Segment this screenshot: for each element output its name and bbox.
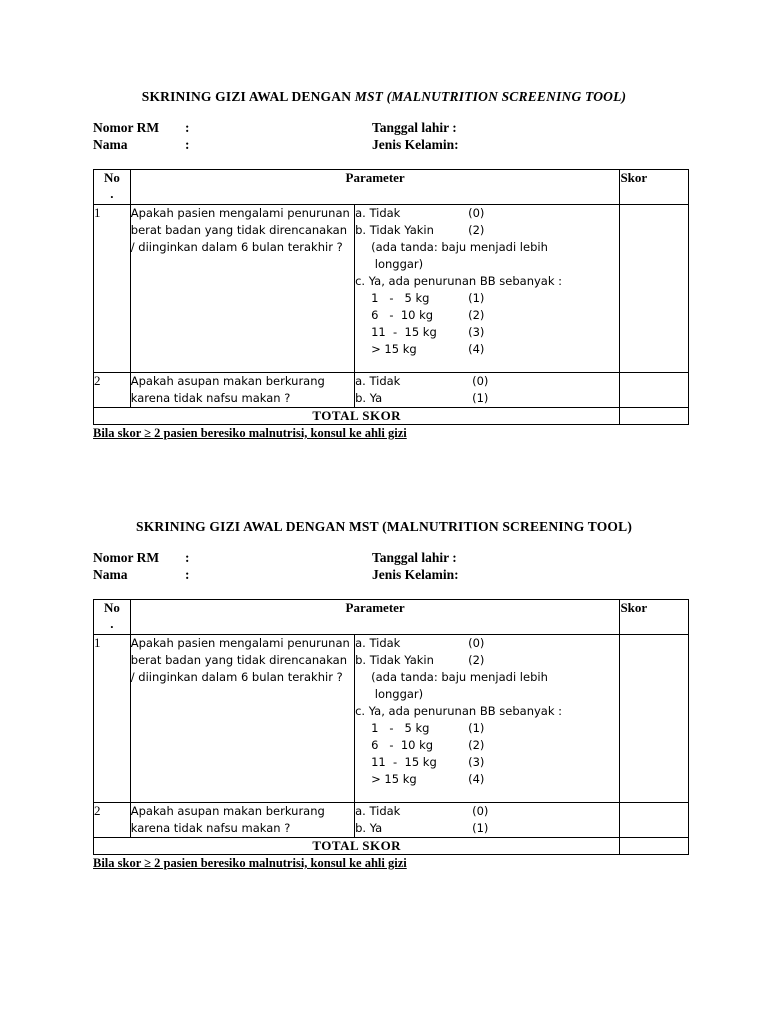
table-row — [94, 635, 689, 803]
option-line — [355, 205, 619, 222]
option-score: (0) — [472, 804, 489, 818]
total-skor-label: TOTAL SKOR — [94, 838, 620, 855]
jenis-kelamin-label: Jenis Kelamin: — [372, 567, 459, 582]
option-text: a. Tidak — [355, 636, 401, 650]
form-1-title-plain: SKRINING GIZI AWAL DENGAN — [141, 89, 355, 104]
option-text: 1 - 5 kg — [371, 721, 430, 735]
table-row — [94, 373, 689, 408]
option-line — [355, 686, 619, 703]
option-line — [355, 737, 619, 754]
option-line — [355, 256, 619, 273]
option-text: (ada tanda: baju menjadi lebih — [371, 240, 548, 254]
option-line — [355, 390, 619, 407]
option-text: b. Tidak Yakin — [355, 653, 434, 667]
row-1-question: Apakah pasien mengalami penurunan berat badan yang tidak direncanakan / diinginkan dalam 6 bulan terakhir ? — [130, 635, 354, 803]
row-1-options — [355, 205, 620, 373]
row-2-no: 2 — [94, 803, 131, 838]
option-text: a. Tidak — [355, 206, 401, 220]
form-1-fields — [93, 120, 689, 154]
option-score: (3) — [468, 325, 485, 339]
option-score: (2) — [468, 308, 485, 322]
row-2-options — [355, 803, 620, 838]
option-text: b. Tidak Yakin — [355, 223, 434, 237]
row-1-no: 1 — [94, 205, 131, 373]
total-row — [94, 838, 689, 855]
option-text: c. Ya, ada penurunan BB sebanyak : — [355, 274, 563, 288]
option-text: (ada tanda: baju menjadi lebih — [371, 670, 548, 684]
total-skor-label: TOTAL SKOR — [94, 408, 620, 425]
form-1-mst-table — [93, 169, 689, 425]
header-no: No . — [94, 170, 131, 205]
table-header-row — [94, 600, 689, 635]
option-text: 6 - 10 kg — [371, 308, 434, 322]
row-1-question: Apakah pasien mengalami penurunan berat badan yang tidak direncanakan / diinginkan dalam 6 bulan terakhir ? — [130, 205, 354, 373]
option-score: (1) — [472, 821, 489, 835]
option-line — [355, 652, 619, 669]
option-line — [355, 754, 619, 771]
tanggal-lahir-label: Tanggal lahir : — [372, 120, 457, 135]
total-row — [94, 408, 689, 425]
table-row — [94, 205, 689, 373]
option-text: b. Ya — [355, 391, 383, 405]
option-score: (1) — [472, 391, 489, 405]
option-line — [355, 222, 619, 239]
option-line — [355, 720, 619, 737]
form-2-title-plain: SKRINING GIZI AWAL DENGAN MST (MALNUTRITION SCREENING TOOL) — [135, 519, 633, 534]
option-line — [355, 239, 619, 256]
row-2-no: 2 — [94, 373, 131, 408]
nama-colon: : — [185, 567, 190, 582]
option-line — [355, 341, 619, 358]
row-2-question: Apakah asupan makan berkurang karena tidak nafsu makan ? — [130, 803, 354, 838]
option-score: (3) — [468, 755, 485, 769]
form-2-title — [0, 519, 768, 535]
nomor-rm-label: Nomor RM — [93, 120, 160, 135]
header-parameter: Parameter — [130, 170, 620, 205]
option-line — [355, 324, 619, 341]
option-text: longgar) — [371, 687, 424, 701]
option-score: (1) — [468, 721, 485, 735]
option-score: (2) — [468, 738, 485, 752]
form-1-title — [0, 89, 768, 105]
form-1-title-italic: MST (MALNUTRITION SCREENING TOOL) — [354, 89, 627, 104]
total-skor-cell[interactable] — [620, 838, 689, 855]
option-text: b. Ya — [355, 821, 383, 835]
option-text: a. Tidak — [355, 804, 401, 818]
row-1-no: 1 — [94, 635, 131, 803]
row-1-skor-cell[interactable] — [620, 635, 689, 803]
option-line — [355, 373, 619, 390]
form-2-note: Bila skor ≥ 2 pasien beresiko malnutrisi, konsul ke ahli gizi — [93, 856, 407, 870]
header-no: No . — [94, 600, 131, 635]
row-1-options — [355, 635, 620, 803]
option-text: 6 - 10 kg — [371, 738, 434, 752]
row-2-options — [355, 373, 620, 408]
option-score: (2) — [468, 653, 485, 667]
option-text: c. Ya, ada penurunan BB sebanyak : — [355, 704, 563, 718]
nomor-rm-label: Nomor RM — [93, 550, 160, 565]
option-text: > 15 kg — [371, 772, 417, 786]
option-line — [355, 771, 619, 788]
option-line — [355, 703, 619, 720]
nama-colon: : — [185, 137, 190, 152]
option-line — [355, 290, 619, 307]
option-line — [355, 307, 619, 324]
row-2-question: Apakah asupan makan berkurang karena tidak nafsu makan ? — [130, 373, 354, 408]
table-header-row — [94, 170, 689, 205]
form-1-note: Bila skor ≥ 2 pasien beresiko malnutrisi, konsul ke ahli gizi — [93, 426, 407, 440]
table-row — [94, 803, 689, 838]
header-parameter: Parameter — [130, 600, 620, 635]
option-line — [355, 273, 619, 290]
nama-label: Nama — [93, 137, 128, 152]
form-2-fields — [93, 550, 689, 584]
option-line — [355, 635, 619, 652]
option-score: (1) — [468, 291, 485, 305]
option-text: a. Tidak — [355, 374, 401, 388]
option-score: (0) — [472, 374, 489, 388]
form-2-mst-table — [93, 599, 689, 855]
nama-label: Nama — [93, 567, 128, 582]
option-line — [355, 803, 619, 820]
header-skor: Skor — [620, 170, 689, 205]
jenis-kelamin-label: Jenis Kelamin: — [372, 137, 459, 152]
option-text: 1 - 5 kg — [371, 291, 430, 305]
option-score: (0) — [468, 636, 485, 650]
total-skor-cell[interactable] — [620, 408, 689, 425]
option-text: 11 - 15 kg — [371, 755, 437, 769]
option-line — [355, 820, 619, 837]
option-text: > 15 kg — [371, 342, 417, 356]
option-text: longgar) — [371, 257, 424, 271]
row-2-skor-cell[interactable] — [620, 373, 689, 408]
row-2-skor-cell[interactable] — [620, 803, 689, 838]
option-score: (2) — [468, 223, 485, 237]
nomor-rm-colon: : — [185, 120, 190, 135]
header-skor: Skor — [620, 600, 689, 635]
tanggal-lahir-label: Tanggal lahir : — [372, 550, 457, 565]
nomor-rm-colon: : — [185, 550, 190, 565]
option-score: (0) — [468, 206, 485, 220]
option-score: (4) — [468, 342, 485, 356]
option-text: 11 - 15 kg — [371, 325, 437, 339]
option-line — [355, 669, 619, 686]
option-score: (4) — [468, 772, 485, 786]
row-1-skor-cell[interactable] — [620, 205, 689, 373]
